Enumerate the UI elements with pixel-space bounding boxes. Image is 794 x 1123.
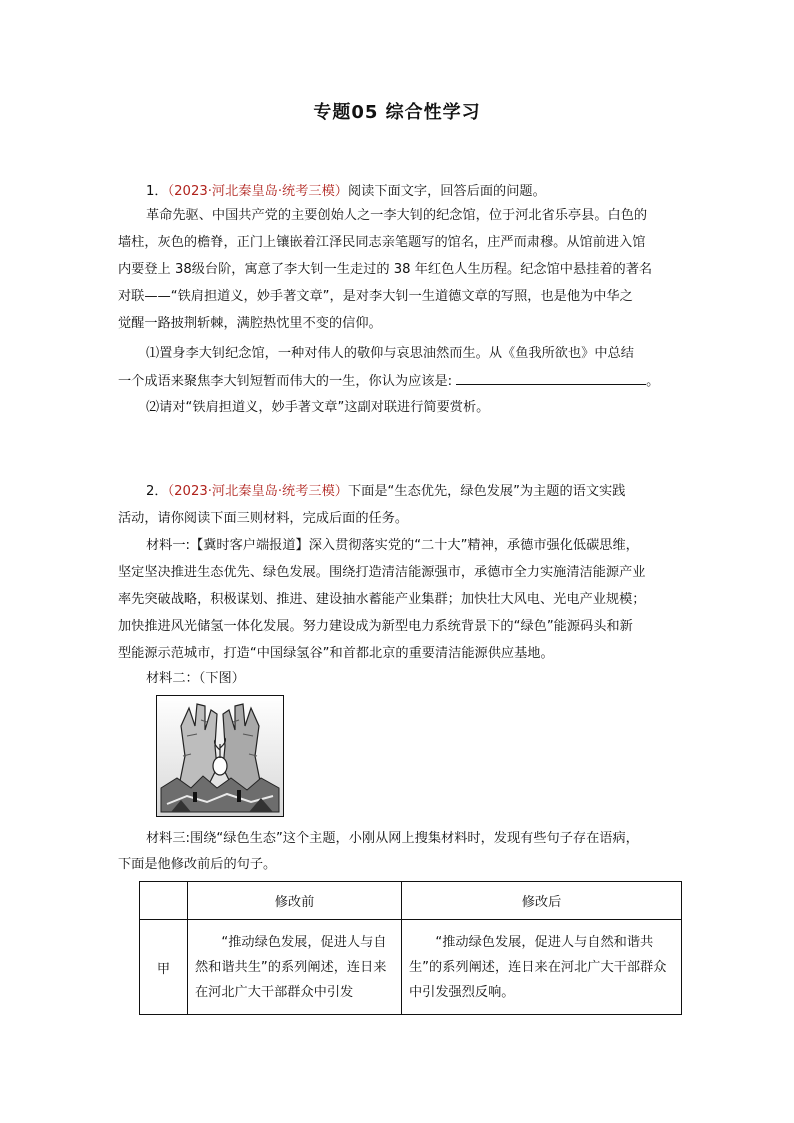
table-header-cell: 修改前 bbox=[188, 882, 402, 920]
question-lead: 下面是“生态优先，绿色发展”为主题的语文实践 bbox=[348, 484, 626, 499]
table-row bbox=[140, 920, 682, 1015]
hands-landscape-illustration bbox=[157, 696, 283, 816]
material-2-label: 材料二：（下图） bbox=[146, 671, 245, 686]
table-row-label: 甲 bbox=[140, 920, 188, 1015]
material-1-line: 型能源示范城市，打造“中国绿氢谷”和首都北京的重要清洁能源供应基地。 bbox=[118, 646, 554, 661]
question-number: 1． bbox=[146, 184, 168, 199]
sub-question-2: ⑵请对“铁肩担道义，妙手著文章”这副对联进行简要赏析。 bbox=[146, 400, 490, 415]
question-number: 2． bbox=[146, 484, 168, 499]
answer-blank[interactable] bbox=[456, 370, 646, 385]
question-source: （2023·河北秦皇岛·统考三模） bbox=[167, 484, 348, 499]
table-cell-before: “推动绿色发展，促进人与自然和谐共生”的系列阐述，连日来在河北广大干部群众中引发 bbox=[188, 920, 402, 1015]
passage-line: 革命先驱、中国共产党的主要创始人之一李大钊的纪念馆，位于河北省乐亭县。白色的 bbox=[146, 208, 648, 223]
page-title: 专题05 综合性学习 bbox=[313, 102, 481, 123]
sub-question-1-cont: 一个成语来聚焦李大钊短暂而伟大的一生，你认为应该是: 。 bbox=[118, 370, 683, 392]
revision-table bbox=[139, 881, 682, 1015]
material-1-line: 坚定坚决推进生态优先、绿色发展。围绕打造清洁能源强市，承德市全力实施清洁能源产业 bbox=[118, 565, 646, 580]
passage-line: 对联——“铁肩担道义，妙手著文章”，是对李大钊一生道德文章的写照，也是他为中华之 bbox=[118, 289, 633, 304]
passage-line: 觉醒一路披荆斩棘，满腔热忱里不变的信仰。 bbox=[118, 316, 382, 331]
material-3-line: 材料三:围绕“绿色生态”这个主题，小刚从网上搜集材料时，发现有些句子存在语病， bbox=[146, 831, 639, 846]
passage-line: 墙柱，灰色的檐脊，正门上镶嵌着江泽民同志亲笔题写的馆名，庄严而肃穆。从馆前进入馆 bbox=[118, 235, 646, 250]
table-header-cell: 修改后 bbox=[402, 882, 682, 920]
question-lead: 阅读下面文字，回答后面的问题。 bbox=[348, 184, 546, 199]
table-header-cell bbox=[140, 882, 188, 920]
question-source: （2023·河北秦皇岛·统考三模） bbox=[167, 184, 348, 199]
material-3-line: 下面是他修改前后的句子。 bbox=[118, 857, 277, 872]
material-2-figure bbox=[156, 695, 284, 817]
question-lead-cont: 活动，请你阅读下面三则材料，完成后面的任务。 bbox=[118, 511, 409, 526]
question-2-heading bbox=[146, 481, 683, 502]
table-cell-after: “推动绿色发展，促进人与自然和谐共生”的系列阐述，连日来在河北广大干部群众中引发强烈反响。 bbox=[402, 920, 682, 1015]
table-header-row bbox=[140, 882, 682, 920]
passage-line: 内要登上 38级台阶，寓意了李大钊一生走过的 38 年红色人生历程。纪念馆中悬挂着的著名 bbox=[118, 262, 653, 277]
question-1-heading bbox=[146, 181, 683, 202]
material-1-line: 率先突破战略，积极谋划、推进、建设抽水蓄能产业集群；加快壮大风电、光电产业规模； bbox=[118, 592, 646, 607]
material-1-line: 加快推进风光储氢一体化发展。努力建设成为新型电力系统背景下的“绿色”能源码头和新 bbox=[118, 619, 633, 634]
material-1-line: 材料一:【冀时客户端报道】深入贯彻落实党的“二十大”精神，承德市强化低碳思维， bbox=[146, 538, 639, 553]
sub-question-1: ⑴置身李大钊纪念馆，一种对伟人的敬仰与哀思油然而生。从《鱼我所欲也》中总结 bbox=[146, 346, 634, 361]
